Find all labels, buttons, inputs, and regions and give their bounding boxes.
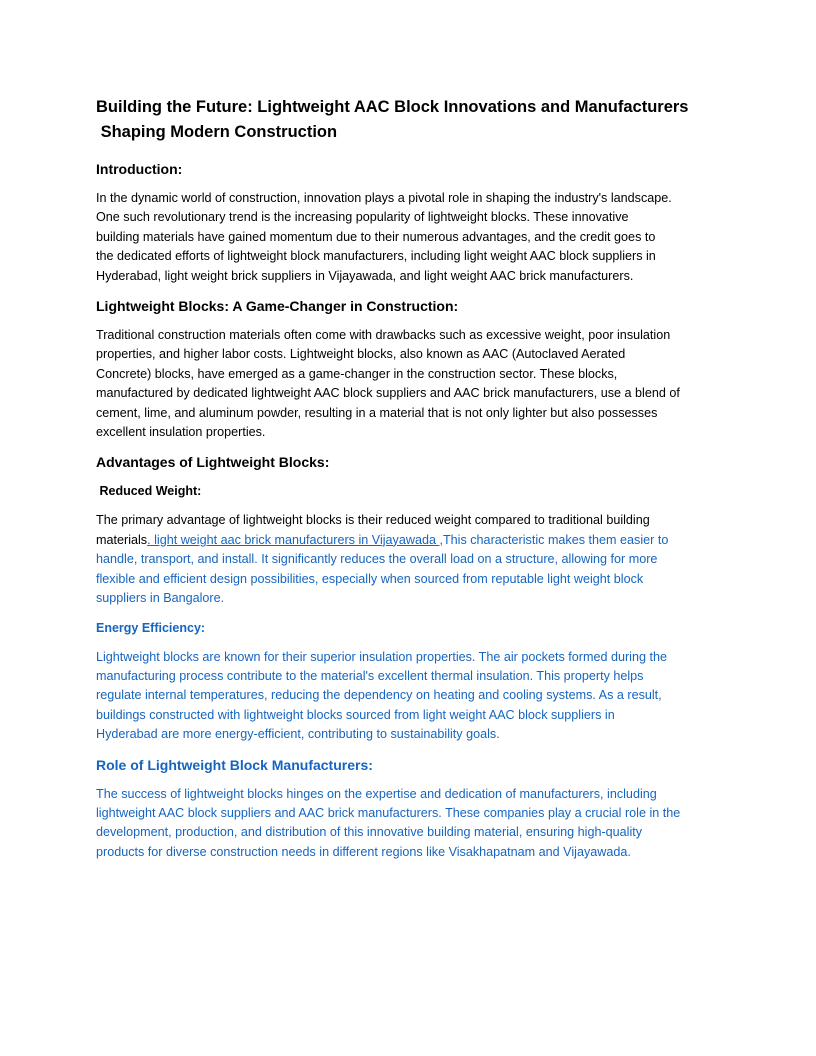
paragraph-line: handle, transport, and install. It significantly reduces the overall load on a structure, allowing for more (96, 552, 658, 567)
paragraph-line: Concrete) blocks, have emerged as a game-changer in the construction sector. These blocks, (96, 366, 618, 381)
game-changer-heading: Lightweight Blocks: A Game-Changer in Construction: (96, 298, 459, 315)
intro-heading: Introduction: (96, 161, 183, 177)
energy-efficiency-paragraph (96, 648, 720, 745)
paragraph-line: In the dynamic world of construction, innovation plays a pivotal role in shaping the industry's landscape. (96, 191, 672, 205)
paragraph-line: cement, lime, and aluminum powder, resulting in a material that is not only lighter but also possesses (96, 405, 658, 420)
paragraph-line: development, production, and distribution of this innovative building material, ensuring high-quality (96, 825, 643, 840)
role-paragraph (96, 785, 720, 863)
role-heading: Role of Lightweight Block Manufacturers: (96, 756, 373, 773)
energy-efficiency-heading: Energy Efficiency: (96, 620, 206, 635)
title-line: Shaping Modern Construction (96, 123, 338, 141)
paragraph-line: The primary advantage of lightweight blocks is their reduced weight compared to traditional building (96, 513, 650, 528)
paragraph-line: the dedicated efforts of lightweight block manufacturers, including light weight AAC block suppliers in (96, 249, 656, 264)
reduced-weight-heading: Reduced Weight: (96, 484, 202, 499)
game-changer-paragraph (96, 326, 720, 442)
paragraph-line: lightweight AAC block suppliers and AAC brick manufacturers. These companies play a crucial role in the (96, 805, 681, 820)
paragraph-line: manufactured by dedicated lightweight AAC block suppliers and AAC brick manufacturers, use a blend of (96, 386, 680, 401)
paragraph-line: Hyderabad, light weight brick suppliers in Vijayawada, and light weight AAC brick manufacturers. (96, 268, 634, 283)
paragraph-line: properties, and higher labor costs. Lightweight blocks, also known as AAC (Autoclaved Aerated (96, 347, 626, 362)
paragraph-line: Hyderabad are more energy-efficient, contributing to sustainability goals. (96, 727, 500, 742)
title-line: Building the Future: Lightweight AAC Block Innovations and Manufacturers (96, 98, 689, 116)
document-body (96, 95, 720, 872)
paragraph-line: regulate internal temperatures, reducing the dependency on heating and cooling systems. As a result, (96, 688, 662, 703)
paragraph-line: The success of lightweight blocks hinges on the expertise and dedication of manufacturers, including (96, 786, 657, 801)
paragraph-line: buildings constructed with lightweight blocks sourced from light weight AAC block suppliers in (96, 707, 615, 722)
intro-paragraph (96, 189, 720, 286)
paragraph-line: suppliers in Bangalore. (96, 591, 225, 606)
paragraph-text: ,This characteristic makes them easier to (439, 532, 669, 547)
paragraph-line: Traditional construction materials often come with drawbacks such as excessive weight, poor insulation (96, 328, 671, 343)
paragraph-text: materials (96, 532, 148, 547)
paragraph-line: manufacturing process contribute to the material's excellent thermal insulation. This property helps (96, 668, 644, 683)
paragraph-line-with-link (96, 531, 720, 550)
paragraph-line: products for diverse construction needs in different regions like Visakhapatnam and Vijayawada. (96, 844, 631, 859)
document-title (96, 95, 720, 145)
paragraph-line: Lightweight blocks are known for their superior insulation properties. The air pockets formed during the (96, 649, 667, 664)
paragraph-line: One such revolutionary trend is the increasing popularity of lightweight blocks. These innovative (96, 210, 629, 225)
paragraph-line: excellent insulation properties. (96, 425, 266, 440)
vijayawada-manufacturers-link[interactable]: . light weight aac brick manufacturers in Vijayawada (147, 532, 440, 547)
advantages-heading: Advantages of Lightweight Blocks: (96, 454, 330, 471)
reduced-weight-paragraph (96, 511, 720, 608)
paragraph-line: building materials have gained momentum due to their numerous advantages, and the credit goes to (96, 229, 656, 244)
paragraph-line: flexible and efficient design possibilities, especially when sourced from reputable light weight block (96, 571, 644, 586)
